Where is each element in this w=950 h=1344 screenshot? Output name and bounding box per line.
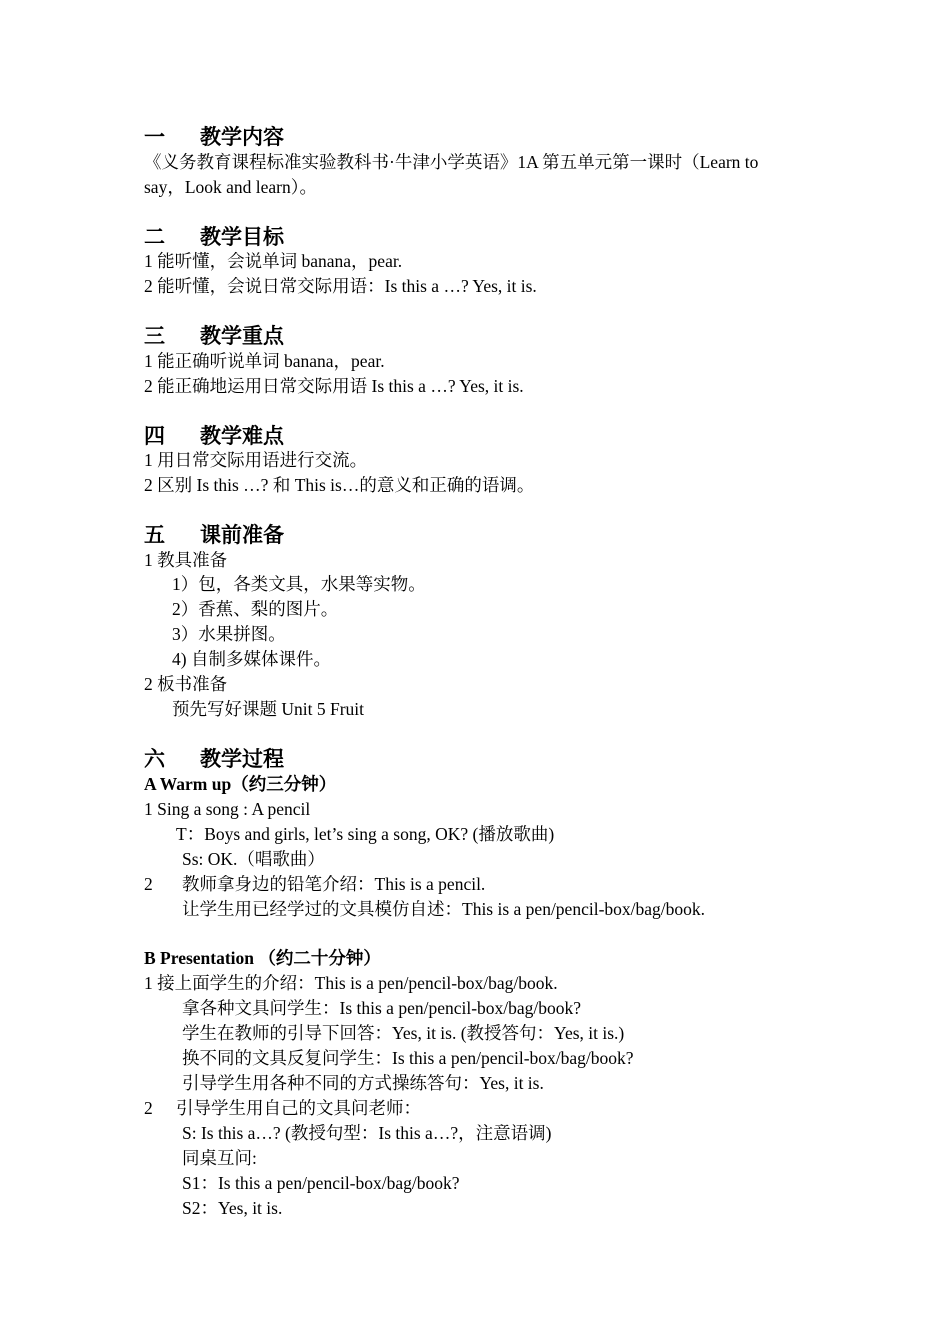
section-number: 二 xyxy=(144,225,165,249)
text-line: 引导学生用各种不同的方式操练答句：Yes, it is. xyxy=(182,1073,544,1093)
section-heading-3 xyxy=(144,323,284,349)
section-title: 教学内容 xyxy=(200,125,284,149)
section-number: 三 xyxy=(144,324,165,348)
section-heading-1 xyxy=(144,124,284,150)
list-item: 1）包，各类文具，水果等实物。 xyxy=(172,574,426,594)
subsection-title-presentation: B Presentation （约二十分钟） xyxy=(144,948,381,968)
subsection-title-warm-up: A Warm up（约三分钟） xyxy=(144,774,337,794)
text-line: 教师拿身边的铅笔介绍：This is a pencil. xyxy=(182,874,486,894)
section-title: 教学过程 xyxy=(200,747,284,771)
section-heading-6 xyxy=(144,746,284,772)
text-line: 2 区别 Is this …? 和 This is…的意义和正确的语调。 xyxy=(144,475,535,495)
text-line: 《义务教育课程标准实验教科书·牛津小学英语》1A 第五单元第一课时（Learn to xyxy=(144,152,759,172)
text-line: 引导学生用自己的文具问老师： xyxy=(176,1098,421,1118)
text-line: Ss: OK.（唱歌曲） xyxy=(182,849,325,869)
text-line: 1 接上面学生的介绍：This is a pen/pencil-box/bag/book. xyxy=(144,973,558,993)
text-line: 2 板书准备 xyxy=(144,674,228,694)
section-title: 课前准备 xyxy=(200,523,284,547)
list-item: 2）香蕉、梨的图片。 xyxy=(172,599,339,619)
section-title: 教学难点 xyxy=(200,424,284,448)
text-line: S1：Is this a pen/pencil-box/bag/book? xyxy=(182,1173,460,1193)
text-line: 1 Sing a song : A pencil xyxy=(144,799,311,819)
list-item: 3）水果拼图。 xyxy=(172,624,286,644)
text-line: 1 用日常交际用语进行交流。 xyxy=(144,450,368,470)
section-title: 教学重点 xyxy=(200,324,284,348)
text-line: 预先写好课题 Unit 5 Fruit xyxy=(172,699,365,719)
text-line: 1 教具准备 xyxy=(144,550,228,570)
section-heading-4 xyxy=(144,423,284,449)
list-item: 4) 自制多媒体课件。 xyxy=(172,649,331,669)
section-number: 一 xyxy=(144,125,165,149)
text-line: 同桌互问: xyxy=(182,1148,257,1168)
section-title: 教学目标 xyxy=(200,225,284,249)
step-number: 2 xyxy=(144,1098,153,1118)
text-line: 2 能听懂，会说日常交际用语：Is this a …? Yes, it is. xyxy=(144,276,537,296)
text-line: 2 能正确地运用日常交际用语 Is this a …? Yes, it is. xyxy=(144,376,524,396)
section-number: 五 xyxy=(144,523,165,547)
text-line: say，Look and learn）。 xyxy=(144,177,318,197)
text-line: 学生在教师的引导下回答：Yes, it is. (教授答句：Yes, it is.) xyxy=(182,1023,625,1043)
text-line: 拿各种文具问学生：Is this a pen/pencil-box/bag/book? xyxy=(182,998,582,1018)
text-line: S2：Yes, it is. xyxy=(182,1198,283,1218)
text-line: S: Is this a…? (教授句型：Is this a…?，注意语调) xyxy=(182,1123,552,1143)
text-line: 1 能听懂，会说单词 banana，pear. xyxy=(144,251,403,271)
section-heading-5 xyxy=(144,522,284,548)
text-line: 1 能正确听说单词 banana，pear. xyxy=(144,351,385,371)
text-line: T：Boys and girls, let’s sing a song, OK? (播放歌曲) xyxy=(176,824,555,844)
step-number: 2 xyxy=(144,874,153,894)
text-line: 换不同的文具反复问学生：Is this a pen/pencil-box/bag/book? xyxy=(182,1048,634,1068)
section-number: 六 xyxy=(144,747,165,771)
section-heading-2 xyxy=(144,224,284,250)
text-line: 让学生用已经学过的文具模仿自述：This is a pen/pencil-box/bag/book. xyxy=(182,899,706,919)
section-number: 四 xyxy=(144,424,165,448)
